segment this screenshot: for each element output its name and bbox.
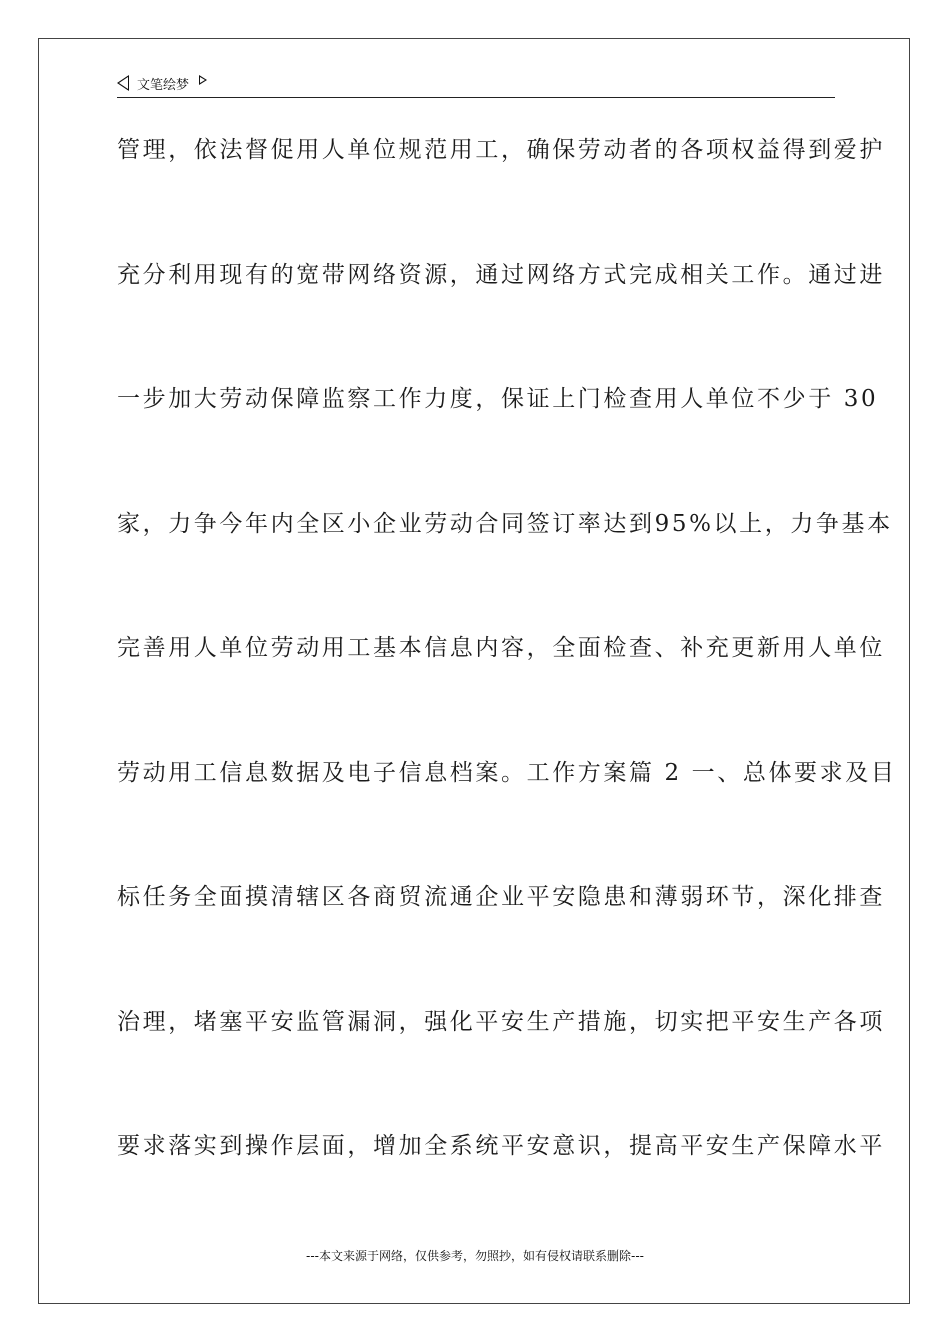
- footer-notice: ---本文来源于网络，仅供参考，勿照抄，如有侵权请联系删除---: [306, 1249, 644, 1263]
- body-line: 标任务全面摸清辖区各商贸流通企业平安隐患和薄弱环节，深化排查: [117, 884, 885, 910]
- body-line: 充分利用现有的宽带网络资源，通过网络方式完成相关工作。通过进: [117, 261, 885, 288]
- triangle-left-icon: [117, 75, 129, 91]
- header-title: 文笔绘梦: [137, 77, 190, 93]
- page-header: [117, 72, 207, 94]
- body-line: 劳动用工信息数据及电子信息档案。工作方案篇 2 一、总体要求及目: [117, 759, 897, 786]
- triangle-right-icon: [199, 75, 207, 85]
- header-divider: [117, 97, 835, 98]
- body-line: 要求落实到操作层面，增加全系统平安意识，提高平安生产保障水平: [117, 1133, 885, 1159]
- body-line: 治理，堵塞平安监管漏洞，强化平安生产措施，切实把平安生产各项: [117, 1008, 885, 1035]
- body-line: 一步加大劳动保障监察工作力度，保证上门检查用人单位不少于 30: [117, 386, 879, 412]
- body-line: 管理，依法督促用人单位规范用工，确保劳动者的各项权益得到爱护: [117, 137, 885, 163]
- body-line: 家，力争今年内全区小企业劳动合同签订率达到95%以上，力争基本: [117, 510, 893, 537]
- body-line: 完善用人单位劳动用工基本信息内容，全面检查、补充更新用人单位: [117, 635, 885, 661]
- document-body: [117, 120, 897, 1241]
